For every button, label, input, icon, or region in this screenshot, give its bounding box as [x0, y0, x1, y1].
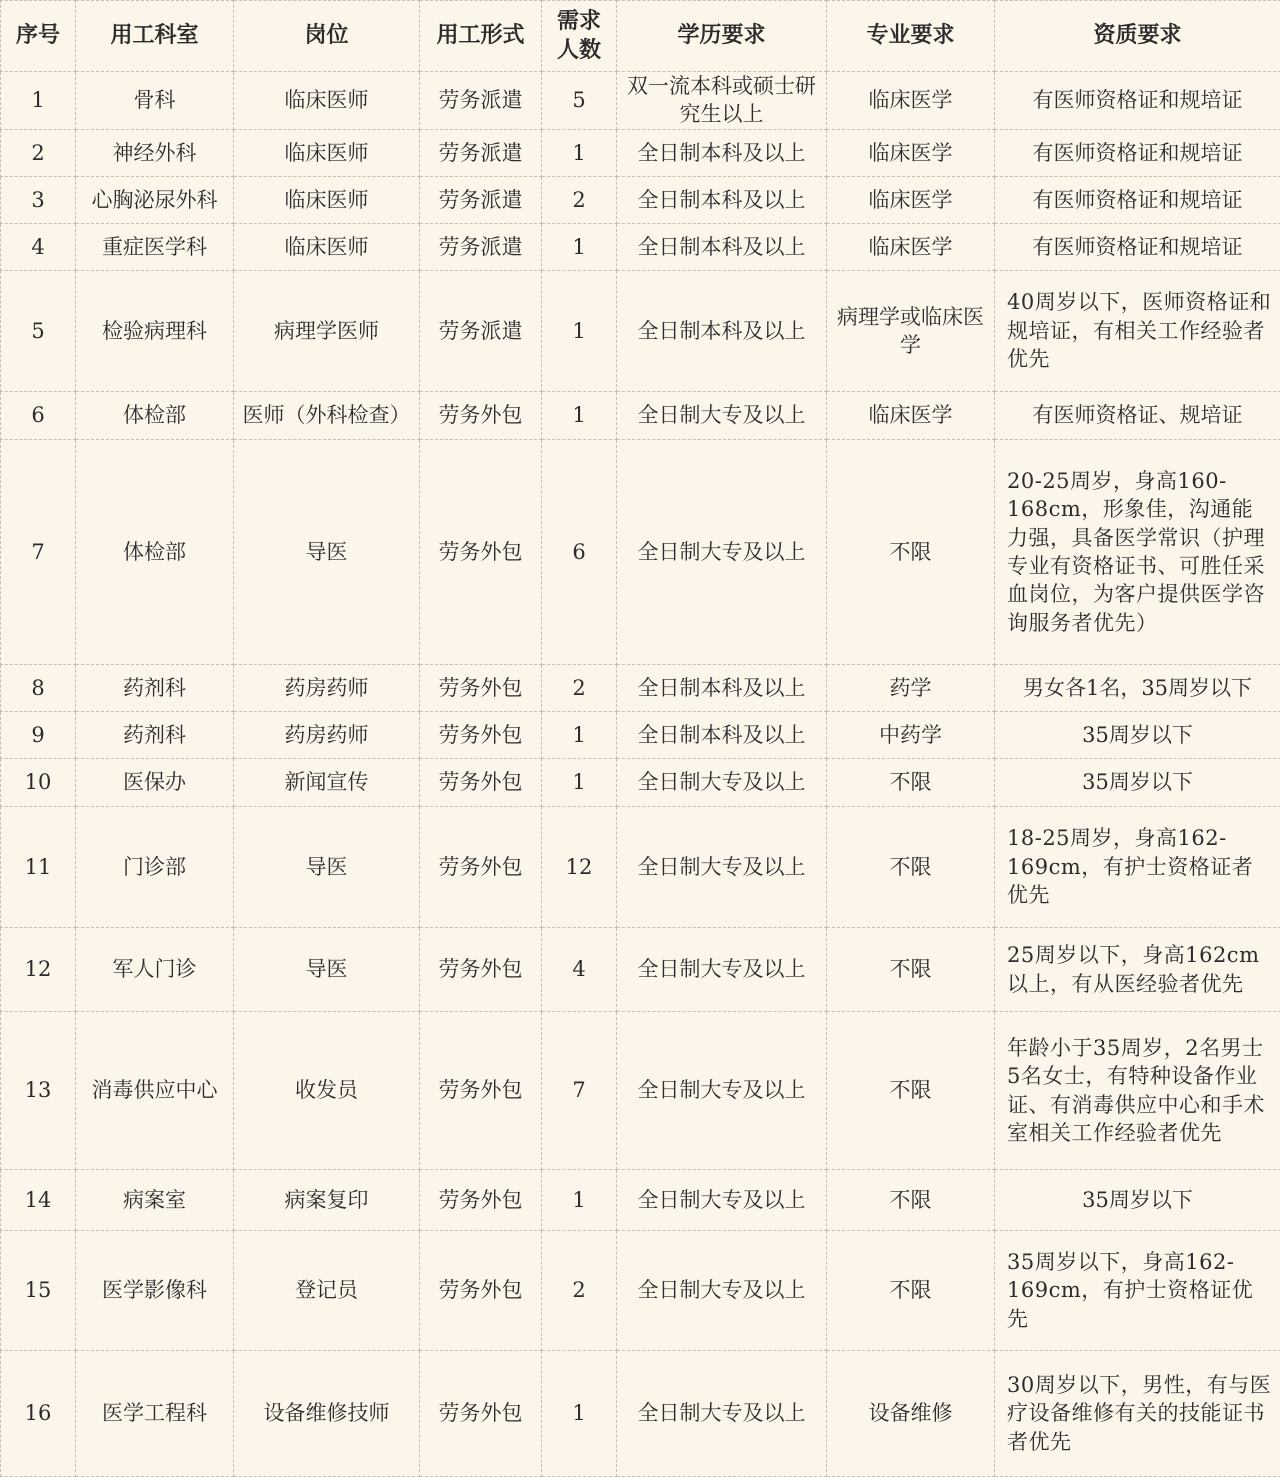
- cell-count: 1: [542, 759, 617, 807]
- cell-dept: 医学影像科: [76, 1231, 234, 1351]
- cell-qual: 40周岁以下，医师资格证和规培证，有相关工作经验者优先: [995, 271, 1280, 392]
- cell-edu: 全日制本科及以上: [617, 271, 827, 392]
- cell-count: 7: [542, 1012, 617, 1170]
- cell-dept: 军人门诊: [76, 928, 234, 1012]
- cell-major: 设备维修: [827, 1351, 995, 1477]
- table-body: [1, 72, 1280, 1477]
- cell-qual: 有医师资格证和规培证: [995, 177, 1280, 224]
- cell-qual: 年龄小于35周岁，2名男士5名女士，有特种设备作业证、有消毒供应中心和手术室相关工作经验者优先: [995, 1012, 1280, 1170]
- cell-count: 1: [542, 130, 617, 177]
- cell-form: 劳务外包: [420, 712, 542, 759]
- header-form: 用工形式: [420, 1, 542, 72]
- cell-count: 1: [542, 1170, 617, 1231]
- cell-qual: 35周岁以下，身高162-169cm，有护士资格证优先: [995, 1231, 1280, 1351]
- cell-post: 登记员: [234, 1231, 420, 1351]
- cell-count: 1: [542, 224, 617, 271]
- table-row: [1, 807, 1280, 928]
- table-row: [1, 72, 1280, 130]
- cell-dept: 神经外科: [76, 130, 234, 177]
- cell-qual: 有医师资格证和规培证: [995, 72, 1280, 130]
- cell-edu: 全日制大专及以上: [617, 392, 827, 440]
- table-row: [1, 271, 1280, 392]
- cell-dept: 病案室: [76, 1170, 234, 1231]
- cell-post: 医师（外科检查）: [234, 392, 420, 440]
- cell-dept: 药剂科: [76, 712, 234, 759]
- table-row: [1, 392, 1280, 440]
- table-row: [1, 712, 1280, 759]
- cell-edu: 双一流本科或硕士研究生以上: [617, 72, 827, 130]
- cell-post: 新闻宣传: [234, 759, 420, 807]
- cell-no: 12: [1, 928, 76, 1012]
- cell-dept: 心胸泌尿外科: [76, 177, 234, 224]
- cell-no: 11: [1, 807, 76, 928]
- cell-qual: 有医师资格证和规培证: [995, 130, 1280, 177]
- cell-post: 导医: [234, 928, 420, 1012]
- cell-major: 临床医学: [827, 72, 995, 130]
- cell-no: 10: [1, 759, 76, 807]
- cell-no: 15: [1, 1231, 76, 1351]
- cell-major: 临床医学: [827, 224, 995, 271]
- cell-qual: 35周岁以下: [995, 712, 1280, 759]
- cell-post: 设备维修技师: [234, 1351, 420, 1477]
- cell-no: 1: [1, 72, 76, 130]
- cell-count: 12: [542, 807, 617, 928]
- cell-qual: 20-25周岁，身高160-168cm，形象佳，沟通能力强，具备医学常识（护理专业有资格证书、可胜任采血岗位，为客户提供医学咨询服务者优先）: [995, 440, 1280, 665]
- cell-no: 8: [1, 665, 76, 712]
- cell-major: 不限: [827, 1012, 995, 1170]
- cell-dept: 医学工程科: [76, 1351, 234, 1477]
- cell-edu: 全日制本科及以上: [617, 224, 827, 271]
- header-count: 需求 人数: [542, 1, 617, 72]
- cell-form: 劳务外包: [420, 1351, 542, 1477]
- cell-form: 劳务外包: [420, 928, 542, 1012]
- cell-form: 劳务外包: [420, 665, 542, 712]
- cell-form: 劳务外包: [420, 1012, 542, 1170]
- cell-major: 不限: [827, 440, 995, 665]
- cell-no: 2: [1, 130, 76, 177]
- cell-count: 4: [542, 928, 617, 1012]
- cell-count: 2: [542, 665, 617, 712]
- header-no: 序号: [1, 1, 76, 72]
- header-edu: 学历要求: [617, 1, 827, 72]
- cell-major: 病理学或临床医学: [827, 271, 995, 392]
- cell-major: 中药学: [827, 712, 995, 759]
- header-major: 专业要求: [827, 1, 995, 72]
- cell-edu: 全日制大专及以上: [617, 807, 827, 928]
- cell-dept: 检验病理科: [76, 271, 234, 392]
- cell-no: 16: [1, 1351, 76, 1477]
- cell-edu: 全日制大专及以上: [617, 1231, 827, 1351]
- cell-major: 临床医学: [827, 392, 995, 440]
- cell-form: 劳务派遣: [420, 72, 542, 130]
- cell-post: 收发员: [234, 1012, 420, 1170]
- cell-qual: 18-25周岁，身高162-169cm，有护士资格证者优先: [995, 807, 1280, 928]
- cell-form: 劳务外包: [420, 807, 542, 928]
- header-qual: 资质要求: [995, 1, 1280, 72]
- cell-qual: 有医师资格证和规培证: [995, 224, 1280, 271]
- cell-dept: 门诊部: [76, 807, 234, 928]
- header-row: [1, 1, 1280, 72]
- cell-dept: 体检部: [76, 392, 234, 440]
- cell-edu: 全日制本科及以上: [617, 177, 827, 224]
- cell-post: 导医: [234, 807, 420, 928]
- table-row: [1, 1231, 1280, 1351]
- cell-qual: 25周岁以下，身高162cm以上，有从医经验者优先: [995, 928, 1280, 1012]
- cell-major: 药学: [827, 665, 995, 712]
- cell-dept: 药剂科: [76, 665, 234, 712]
- cell-no: 5: [1, 271, 76, 392]
- cell-count: 5: [542, 72, 617, 130]
- cell-post: 导医: [234, 440, 420, 665]
- table-row: [1, 665, 1280, 712]
- cell-count: 1: [542, 392, 617, 440]
- cell-post: 临床医师: [234, 72, 420, 130]
- cell-qual: 男女各1名，35周岁以下: [995, 665, 1280, 712]
- cell-no: 3: [1, 177, 76, 224]
- table-row: [1, 759, 1280, 807]
- cell-major: 不限: [827, 807, 995, 928]
- cell-no: 7: [1, 440, 76, 665]
- cell-post: 临床医师: [234, 130, 420, 177]
- cell-major: 不限: [827, 928, 995, 1012]
- cell-edu: 全日制大专及以上: [617, 1351, 827, 1477]
- cell-qual: 有医师资格证、规培证: [995, 392, 1280, 440]
- cell-edu: 全日制大专及以上: [617, 1012, 827, 1170]
- cell-dept: 体检部: [76, 440, 234, 665]
- cell-edu: 全日制大专及以上: [617, 928, 827, 1012]
- cell-post: 临床医师: [234, 224, 420, 271]
- cell-count: 2: [542, 1231, 617, 1351]
- cell-form: 劳务外包: [420, 759, 542, 807]
- table-row: [1, 130, 1280, 177]
- cell-count: 1: [542, 1351, 617, 1477]
- cell-post: 病案复印: [234, 1170, 420, 1231]
- cell-count: 2: [542, 177, 617, 224]
- cell-dept: 医保办: [76, 759, 234, 807]
- cell-form: 劳务外包: [420, 392, 542, 440]
- cell-major: 不限: [827, 759, 995, 807]
- cell-edu: 全日制本科及以上: [617, 130, 827, 177]
- cell-count: 1: [542, 712, 617, 759]
- cell-edu: 全日制大专及以上: [617, 759, 827, 807]
- cell-major: 临床医学: [827, 177, 995, 224]
- cell-qual: 35周岁以下: [995, 759, 1280, 807]
- cell-form: 劳务派遣: [420, 130, 542, 177]
- cell-edu: 全日制大专及以上: [617, 440, 827, 665]
- cell-form: 劳务派遣: [420, 271, 542, 392]
- header-post: 岗位: [234, 1, 420, 72]
- table-row: [1, 1012, 1280, 1170]
- cell-form: 劳务派遣: [420, 224, 542, 271]
- cell-post: 药房药师: [234, 712, 420, 759]
- table-row: [1, 928, 1280, 1012]
- cell-form: 劳务派遣: [420, 177, 542, 224]
- cell-post: 药房药师: [234, 665, 420, 712]
- cell-count: 6: [542, 440, 617, 665]
- cell-no: 13: [1, 1012, 76, 1170]
- table-row: [1, 1170, 1280, 1231]
- cell-qual: 30周岁以下，男性，有与医疗设备维修有关的技能证书者优先: [995, 1351, 1280, 1477]
- table-row: [1, 224, 1280, 271]
- cell-post: 病理学医师: [234, 271, 420, 392]
- cell-no: 14: [1, 1170, 76, 1231]
- cell-edu: 全日制本科及以上: [617, 665, 827, 712]
- cell-form: 劳务外包: [420, 1231, 542, 1351]
- cell-dept: 消毒供应中心: [76, 1012, 234, 1170]
- cell-major: 不限: [827, 1170, 995, 1231]
- cell-count: 1: [542, 271, 617, 392]
- cell-no: 6: [1, 392, 76, 440]
- cell-dept: 骨科: [76, 72, 234, 130]
- cell-edu: 全日制大专及以上: [617, 1170, 827, 1231]
- header-dept: 用工科室: [76, 1, 234, 72]
- cell-edu: 全日制本科及以上: [617, 712, 827, 759]
- cell-no: 9: [1, 712, 76, 759]
- table-row: [1, 177, 1280, 224]
- cell-no: 4: [1, 224, 76, 271]
- table-row: [1, 1351, 1280, 1477]
- cell-form: 劳务外包: [420, 440, 542, 665]
- cell-post: 临床医师: [234, 177, 420, 224]
- cell-major: 临床医学: [827, 130, 995, 177]
- cell-dept: 重症医学科: [76, 224, 234, 271]
- cell-major: 不限: [827, 1231, 995, 1351]
- table-row: [1, 440, 1280, 665]
- cell-qual: 35周岁以下: [995, 1170, 1280, 1231]
- cell-form: 劳务外包: [420, 1170, 542, 1231]
